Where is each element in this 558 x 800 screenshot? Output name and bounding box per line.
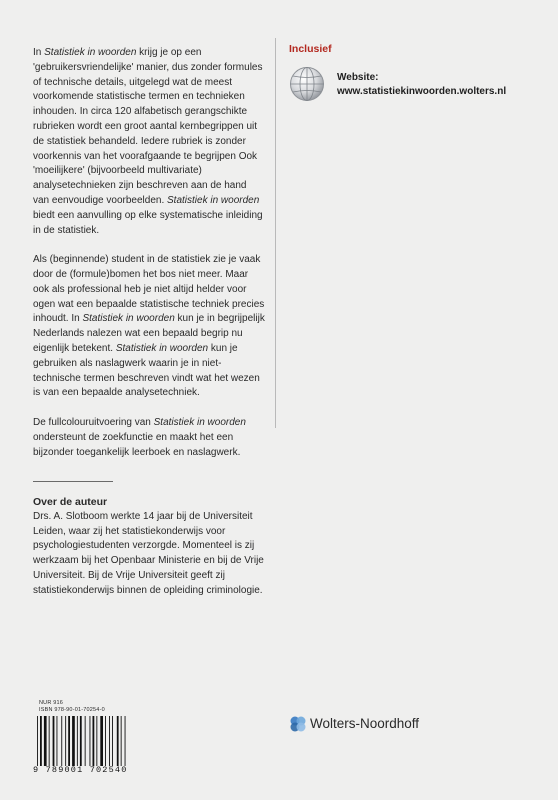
book-title-italic: Statistiek in woorden	[44, 47, 137, 58]
wolters-noordhoff-logo-icon	[289, 715, 307, 733]
text-segment: ondersteunt de zoekfunctie en maakt het een bijzonder toegankelijk leerboek en naslagwerk.	[33, 431, 241, 458]
book-title-italic: Statistiek in woorden	[153, 416, 246, 428]
isbn-number: ISBN 978-90-01-70254-0	[39, 707, 105, 713]
text-segment: In	[33, 47, 45, 58]
text-segment: Als (beginnende) student in de statistiek zie je vaak door de (formule)bomen het bos niet meer. Maar ook als professional heb je niet altijd helder voor ogen wat een bepaalde statistische techniek precies inhoudt. In	[33, 254, 265, 325]
author-heading: Over de auteur	[33, 496, 108, 508]
book-title-italic: Statistiek in woorden	[82, 313, 175, 325]
text-segment: krijg je op een 'gebruikersvriendelijke' manier, dus zonder formules of technische details, uitgelegd wat de meest voorkomende statistische termen en technieken inhouden. In circa 120 alfabetisch gerangschikte rubrieken wordt een groot aantal kernbegrippen uit de statistiek behandeld. Iedere rubriek is zonder voorkennis van het voorafgaande te begrijpen Ook 'moeilijkere' (bijvoorbeeld multivariate) analysetechnieken zijn beschreven aan de hand van eenvoudige voorbeelden.	[33, 47, 263, 206]
text-segment: biedt een aanvulling op elke systematische inleiding in de statistiek.	[33, 209, 263, 236]
description-paragraph-1	[33, 46, 265, 238]
nur-code: NUR 916	[39, 700, 64, 706]
inclusief-heading: Inclusief	[289, 43, 332, 55]
description-paragraph-2	[33, 253, 265, 401]
book-title-italic: Statistiek in woorden	[115, 342, 209, 354]
book-title-italic: Statistiek in woorden	[167, 194, 260, 206]
barcode-icon	[37, 716, 127, 766]
globe-icon	[289, 66, 325, 102]
publisher-name: Wolters-Noordhoff	[310, 716, 420, 731]
barcode-block	[33, 700, 129, 778]
author-section	[33, 495, 273, 599]
author-bio: Drs. A. Slotboom werkte 14 jaar bij de Universiteit Leiden, waar zij het statistiekonderwijs voor psychologiestudenten verzorgde. Momenteel is zij werkzaam bij het Openbaar Ministerie en bij de Vrije Universiteit. Bij de Vrije Universiteit geeft zij statistiekonderwijs binnen de opleiding criminologie.	[33, 510, 264, 596]
website-url-link[interactable]: www.statistiekinwoorden.wolters.nl	[337, 86, 507, 97]
section-divider	[33, 481, 113, 482]
website-label: Website:	[337, 72, 379, 83]
text-segment: kun je gebruiken als naslagwerk waarin je in niet-technische termen beschreven vindt wat het wezen is van een bepaalde analysetechniek.	[33, 342, 260, 399]
text-segment: De fullcolouruitvoering van	[33, 416, 154, 428]
description-column	[33, 46, 265, 475]
text-segment: kun je in begrijpelijk Nederlands nalezen wat een bepaald begrip nu eigenlijk betekent.	[33, 313, 265, 354]
ean-number: 9 789001 702540	[33, 765, 128, 775]
description-paragraph-3	[33, 416, 265, 460]
column-divider	[275, 38, 276, 428]
